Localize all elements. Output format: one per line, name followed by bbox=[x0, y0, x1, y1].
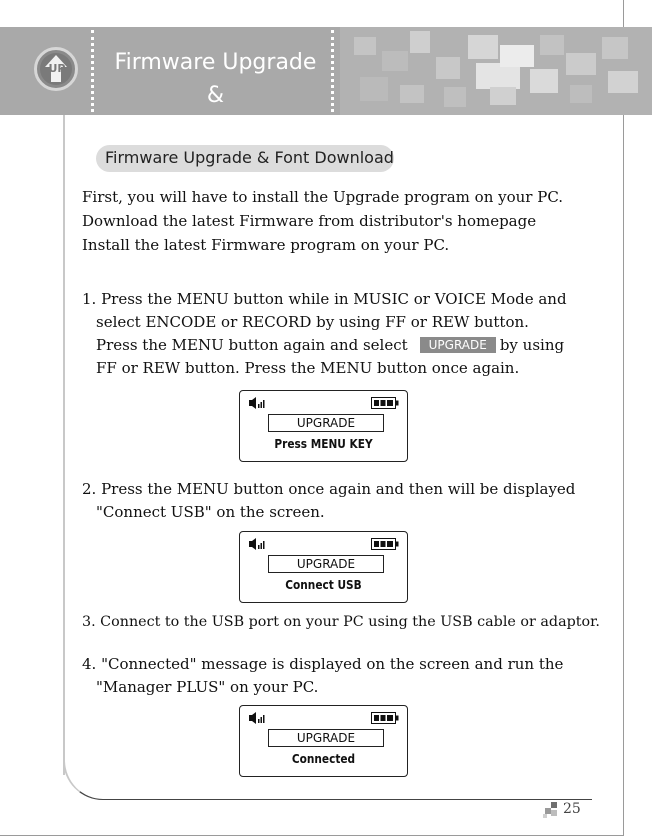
page-title bbox=[103, 46, 328, 145]
step-text: by using bbox=[499, 336, 565, 354]
speaker-volume-icon bbox=[248, 711, 266, 725]
screen-title: UPGRADE bbox=[268, 414, 384, 432]
lcd-screen bbox=[239, 390, 408, 462]
lcd-screen bbox=[239, 705, 408, 777]
badge-label: UP bbox=[48, 62, 66, 75]
intro-line: First, you will have to install the Upgrade program on your PC. bbox=[82, 188, 564, 206]
step-4 bbox=[82, 653, 602, 699]
screen-message: Connect USB bbox=[285, 578, 362, 592]
screen-title: UPGRADE bbox=[268, 729, 384, 747]
page-title-line1: Firmware Upgrade & bbox=[114, 50, 317, 108]
step-line: 1. Press the MENU button while in MUSIC or VOICE Mode and bbox=[82, 290, 567, 308]
screen-message: Press MENU KEY bbox=[274, 437, 373, 451]
lcd-screen bbox=[239, 531, 408, 603]
section-heading: Firmware Upgrade & Font Download bbox=[105, 148, 394, 167]
step-line: 4. "Connected" message is displayed on the screen and run the bbox=[82, 655, 564, 673]
step-line: FF or REW button. Press the MENU button once again. bbox=[96, 359, 520, 377]
step-1 bbox=[82, 288, 602, 380]
screen-title: UPGRADE bbox=[268, 555, 384, 573]
up-badge-icon bbox=[34, 47, 78, 91]
step-line: 2. Press the MENU button once again and then will be displayed bbox=[82, 480, 576, 498]
step-line: select ENCODE or RECORD by using FF or REW button. bbox=[96, 313, 529, 331]
step-text: Press the MENU button again and select bbox=[96, 336, 408, 354]
banner-divider-left bbox=[91, 30, 94, 112]
step-line: "Manager PLUS" on your PC. bbox=[96, 678, 319, 696]
banner-divider-right bbox=[331, 30, 334, 112]
speaker-volume-icon bbox=[248, 396, 266, 410]
step-line: 3. Connect to the USB port on your PC using the USB cable or adaptor. bbox=[82, 614, 600, 630]
banner-mosaic bbox=[340, 27, 652, 115]
page-number: 25 bbox=[563, 801, 581, 817]
screen-message: Connected bbox=[291, 752, 356, 766]
intro-line: Install the latest Firmware program on your PC. bbox=[82, 236, 450, 254]
battery-icon bbox=[371, 712, 399, 724]
content-frame-bottom bbox=[120, 799, 592, 800]
step-2 bbox=[82, 478, 602, 524]
intro-line: Download the latest Firmware from distributor's homepage bbox=[82, 212, 537, 230]
intro-paragraph bbox=[82, 185, 602, 257]
step-3 bbox=[82, 611, 602, 634]
content-frame-left bbox=[63, 115, 65, 775]
speaker-volume-icon bbox=[248, 537, 266, 551]
battery-icon bbox=[371, 397, 399, 409]
upgrade-menu-chip: UPGRADE bbox=[420, 337, 496, 353]
page-title-line2: Font Download bbox=[133, 116, 298, 141]
battery-icon bbox=[371, 538, 399, 550]
page-marker-icon bbox=[543, 802, 561, 818]
step-line bbox=[82, 334, 602, 357]
step-line: "Connect USB" on the screen. bbox=[96, 503, 325, 521]
